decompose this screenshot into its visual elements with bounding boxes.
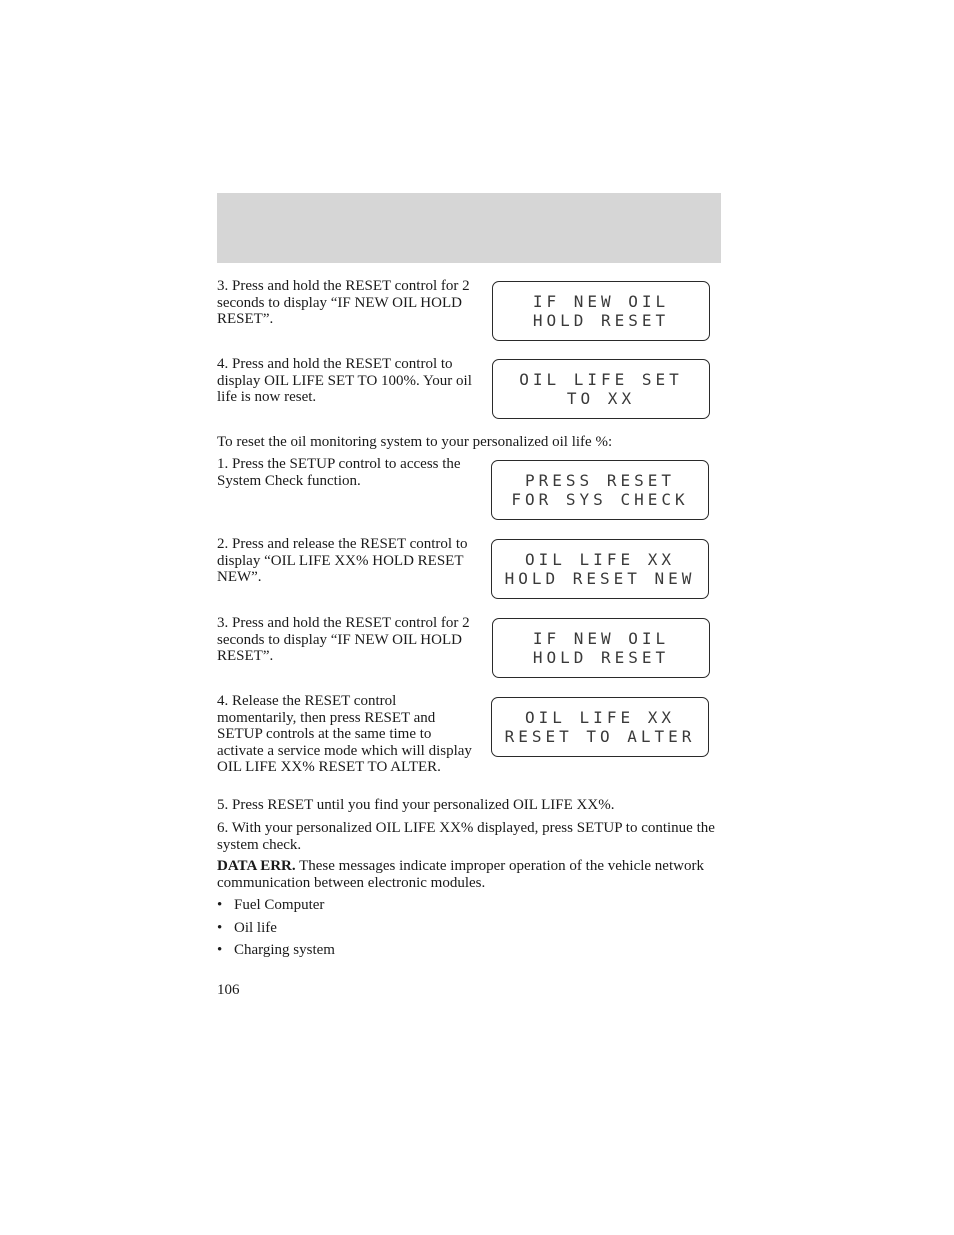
data-err-label: DATA ERR. (217, 858, 296, 874)
list-item (217, 942, 335, 965)
lcd-line-2: HOLD RESET (532, 311, 670, 330)
lcd-display (491, 460, 709, 520)
section-header-band (217, 193, 721, 263)
lcd-line-2: RESET TO ALTER (504, 727, 696, 746)
lcd-line-1: IF NEW OIL (532, 292, 670, 311)
data-err-text: These messages indicate improper operation of the vehicle network communication between electronic modules. (217, 858, 704, 891)
step-text: 4. Release the RESET control momentarily, then press RESET and SETUP controls at the same time to activate a service mode which will display OIL LIFE XX% RESET TO ALTER. (217, 693, 472, 775)
step-6-text: 6. With your personalized OIL LIFE XX% displayed, press SETUP to continue the system check. (217, 820, 715, 853)
step-text: 2. Press and release the RESET control to display “OIL LIFE XX% HOLD RESET NEW”. (217, 536, 468, 585)
page-number: 106 (217, 982, 240, 998)
list-item (217, 897, 335, 920)
bullet-icon: • (217, 919, 223, 936)
lcd-line-1: IF NEW OIL (532, 629, 670, 648)
step-text: 4. Press and hold the RESET control to display OIL LIFE SET TO 100%. Your oil life is now reset. (217, 356, 472, 405)
lcd-display (491, 697, 709, 757)
step-text: 3. Press and hold the RESET control for 2 seconds to display “IF NEW OIL HOLD RESET”. (217, 278, 470, 327)
bullet-icon: • (217, 897, 223, 913)
bullet-list (217, 897, 335, 965)
bullet-icon: • (217, 942, 223, 958)
lcd-display (492, 359, 710, 419)
lcd-line-1: PRESS RESET (525, 471, 675, 490)
intro-paragraph: To reset the oil monitoring system to your personalized oil life %: (217, 434, 613, 450)
lcd-line-2: TO XX (566, 389, 636, 408)
data-err-paragraph (217, 858, 721, 891)
lcd-line-2: FOR SYS CHECK (511, 490, 689, 509)
step-text: 3. Press and hold the RESET control for 2 seconds to display “IF NEW OIL HOLD RESET”. (217, 615, 470, 664)
step-text: 1. Press the SETUP control to access the System Check function. (217, 456, 461, 489)
lcd-display (491, 539, 709, 599)
list-item-label: Charging system (234, 942, 335, 958)
lcd-line-1: OIL LIFE XX (525, 550, 675, 569)
lcd-display (492, 618, 710, 678)
lcd-line-2: HOLD RESET NEW (504, 569, 696, 588)
lcd-line-2: HOLD RESET (532, 648, 670, 667)
list-item (217, 920, 335, 943)
list-item-label: Fuel Computer (234, 897, 325, 913)
lcd-display (492, 281, 710, 341)
list-item-label: Oil life (234, 919, 277, 936)
lcd-line-1: OIL LIFE SET (519, 370, 683, 389)
lcd-line-1: OIL LIFE XX (525, 708, 675, 727)
step-5-text: 5. Press RESET until you find your personalized OIL LIFE XX%. (217, 797, 615, 813)
